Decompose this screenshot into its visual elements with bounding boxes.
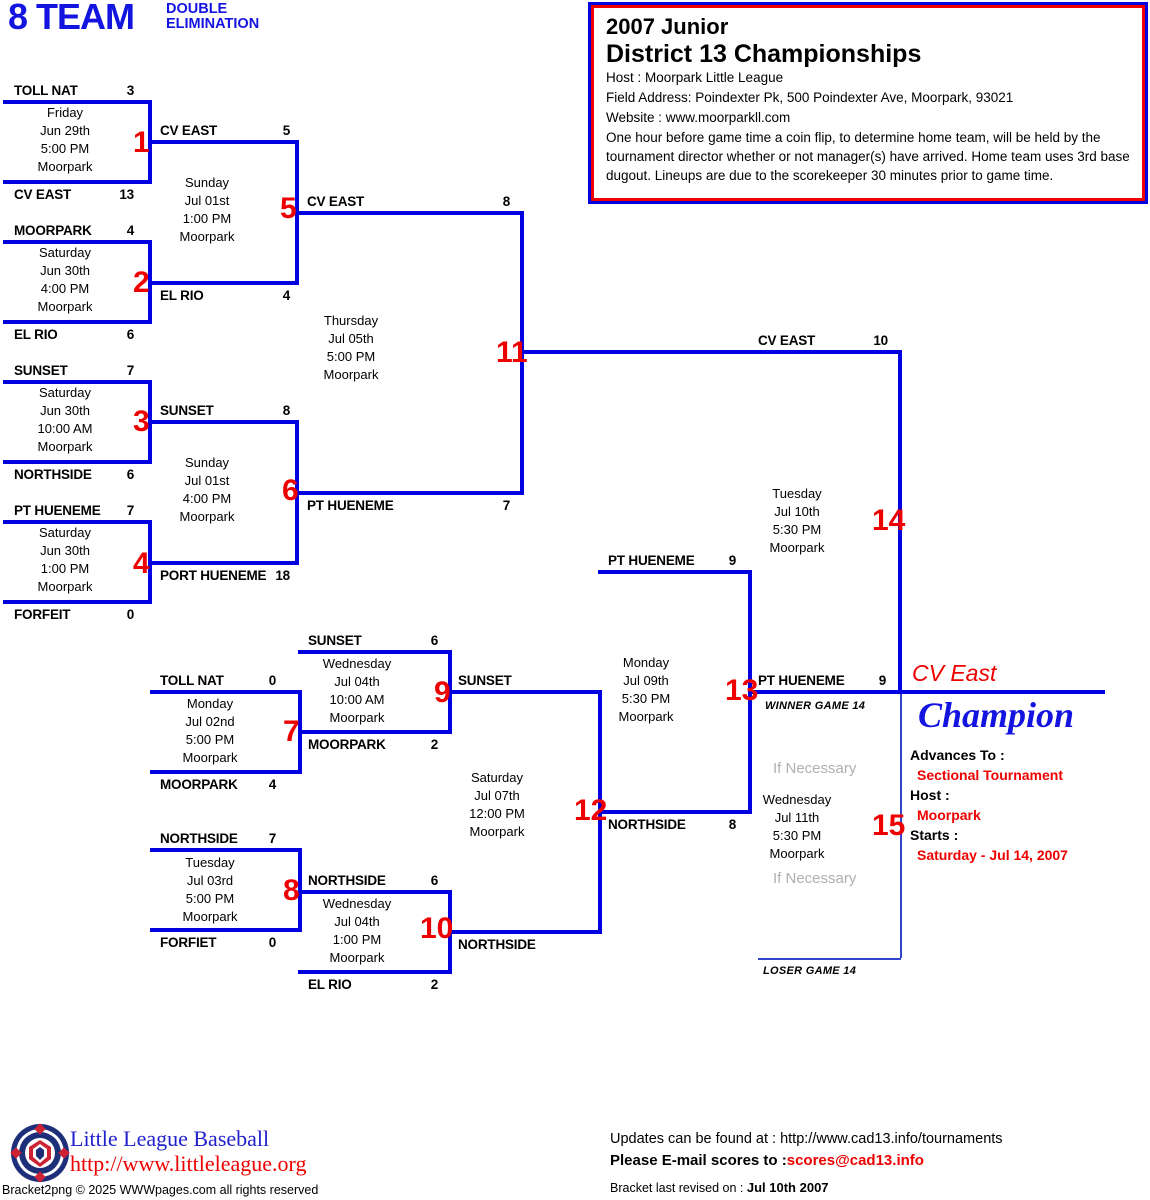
- team-name: PT HUENEME: [307, 498, 394, 513]
- game-date: Jun 30th: [40, 263, 90, 278]
- team-score: 0: [268, 935, 276, 950]
- game-number: 2: [133, 266, 150, 299]
- team-name: CV EAST: [14, 187, 72, 202]
- game-day: Monday: [622, 655, 670, 670]
- game-location: Moorpark: [37, 159, 93, 174]
- team-name: NORTHSIDE: [160, 831, 238, 846]
- game9-info: [302, 655, 412, 727]
- slot-g8-team2: [160, 935, 276, 951]
- game-time: 5:00 PM: [326, 349, 376, 364]
- bracket-line: [3, 320, 152, 324]
- team-name: NORTHSIDE: [608, 817, 686, 832]
- game-number: 15: [872, 809, 906, 842]
- game12-info: [441, 769, 553, 841]
- team-name: EL RIO: [160, 288, 204, 303]
- slot-g2-team2: [14, 327, 134, 343]
- team-score: 5: [282, 123, 290, 138]
- slot-g13-team2: [608, 817, 736, 833]
- loser-game14-label: LOSER GAME 14: [763, 965, 857, 977]
- info-title-year: 2007 Junior: [606, 14, 729, 39]
- email-line: [610, 1152, 924, 1169]
- game-time: 1:00 PM: [332, 932, 382, 947]
- page-title: 8 TEAM: [8, 0, 135, 37]
- game-date: Jul 02nd: [185, 714, 235, 729]
- team-name: NORTHSIDE: [458, 937, 536, 952]
- subtitle-line-1: DOUBLE: [166, 1, 228, 17]
- host-value: Moorpark: [917, 807, 981, 823]
- slot-g9-team2: [308, 737, 438, 753]
- team-score: 18: [275, 568, 290, 583]
- game-location: Moorpark: [37, 299, 93, 314]
- slot-g13-team1: [608, 553, 736, 569]
- team-name: SUNSET: [308, 633, 362, 648]
- team-score: 8: [282, 403, 290, 418]
- game-time: 5:00 PM: [185, 891, 235, 906]
- team-name: CV EAST: [307, 194, 365, 209]
- game-time: 10:00 AM: [37, 421, 93, 436]
- game-time: 4:00 PM: [182, 491, 232, 506]
- team-name: NORTHSIDE: [308, 873, 386, 888]
- tournament-info-inner: [591, 5, 1145, 201]
- game13-info: [590, 654, 702, 726]
- revised-label: Bracket last revised on :: [610, 1181, 747, 1195]
- info-field-address: Field Address: Poindexter Pk, 500 Poindexter Ave, Moorpark, 93021: [606, 90, 1014, 105]
- team-name: PT HUENEME: [758, 673, 845, 688]
- page-subtitle: [166, 2, 259, 32]
- game-time: 4:00 PM: [40, 281, 90, 296]
- team-score: 8: [728, 817, 736, 832]
- game-date: Jul 07th: [474, 788, 520, 803]
- bracket-line: [150, 848, 302, 852]
- slot-g4-team1: [14, 503, 134, 519]
- bracket-line: [298, 890, 452, 894]
- game-date: Jul 04th: [334, 674, 380, 689]
- bracket-line: [148, 140, 299, 144]
- info-note: One hour before game time a coin flip, to determine home team, will be held by the tournament director whether or not manager(s) have arrived. Home team uses 3rd base dugout. Lineups are due to the scorekeeper 30 minutes prior to game time.: [606, 130, 1130, 183]
- game2-info: [15, 244, 115, 316]
- slot-g1-team2: [14, 187, 134, 203]
- slot-g11-team1: [307, 194, 510, 210]
- team-name: PT HUENEME: [14, 503, 101, 518]
- team-name: MOORPARK: [160, 777, 238, 792]
- team-name: SUNSET: [160, 403, 214, 418]
- game-location: Moorpark: [769, 846, 825, 861]
- team-score: 7: [126, 363, 134, 378]
- little-league-name: Little League Baseball: [70, 1126, 270, 1151]
- champion-team: CV East: [912, 660, 997, 686]
- game-location: Moorpark: [769, 540, 825, 555]
- game-date: Jul 01st: [184, 473, 230, 488]
- game-number: 10: [420, 912, 454, 945]
- game7-info: [155, 695, 265, 767]
- tournament-info-box: [588, 2, 1148, 204]
- game-location: Moorpark: [37, 579, 93, 594]
- slot-g12-team1: [458, 673, 578, 689]
- team-score: 8: [502, 194, 510, 209]
- game-date: Jun 30th: [40, 403, 90, 418]
- team-score: 9: [728, 553, 736, 568]
- slot-g14-team2: [758, 673, 886, 689]
- team-name: MOORPARK: [308, 737, 386, 752]
- team-name: CV EAST: [758, 333, 816, 348]
- game-time: 10:00 AM: [329, 692, 385, 707]
- bracket-line: [598, 810, 752, 814]
- info-title-district: District 13 Championships: [606, 40, 922, 68]
- game1-info: [15, 104, 115, 176]
- bracket-line: [3, 180, 152, 184]
- winner-game14-label: WINNER GAME 14: [765, 700, 866, 712]
- team-score: 4: [268, 777, 276, 792]
- info-website: Website : www.moorparkll.com: [606, 110, 791, 125]
- game-time: 5:30 PM: [621, 691, 671, 706]
- game-day: Sunday: [184, 455, 230, 470]
- game-number: 1: [133, 126, 150, 159]
- if-necessary-label: If Necessary: [773, 760, 857, 777]
- champion-label: Champion: [918, 695, 1075, 735]
- game-date: Jul 01st: [184, 193, 230, 208]
- game6-info: [152, 454, 262, 526]
- game5-info: [152, 174, 262, 246]
- advances-to-label: Advances To :: [910, 747, 1005, 763]
- team-name: EL RIO: [308, 977, 352, 992]
- updates-text[interactable]: Updates can be found at : http://www.cad13.info/tournaments: [610, 1131, 1003, 1147]
- game-location: Moorpark: [329, 710, 385, 725]
- team-score: 4: [126, 223, 134, 238]
- game-date: Jun 30th: [40, 543, 90, 558]
- game-day: Friday: [46, 105, 84, 120]
- game-location: Moorpark: [37, 439, 93, 454]
- bracket-line: [520, 350, 902, 354]
- team-name: SUNSET: [458, 673, 512, 688]
- game-location: Moorpark: [323, 367, 379, 382]
- game-day: Thursday: [323, 313, 379, 328]
- team-name: MOORPARK: [14, 223, 92, 238]
- team-score: 7: [268, 831, 276, 846]
- slot-g9-team1: [308, 633, 438, 649]
- game-time: 5:00 PM: [185, 732, 235, 747]
- slot-g10-team1: [308, 873, 438, 889]
- slot-g7-team1: [160, 673, 276, 689]
- bracket-line: [150, 928, 302, 932]
- revised-date: Jul 10th 2007: [746, 1180, 829, 1195]
- team-score: 2: [430, 977, 438, 992]
- game-location: Moorpark: [182, 909, 238, 924]
- team-name: FORFEIT: [14, 607, 71, 622]
- game-number: 9: [434, 676, 451, 709]
- game-day: Saturday: [38, 385, 92, 400]
- slot-g2-team1: [14, 223, 134, 239]
- slot-g11-team2: [307, 498, 510, 514]
- game-day: Saturday: [470, 770, 524, 785]
- if-necessary-label: If Necessary: [773, 870, 857, 887]
- slot-g1-team1: [14, 83, 134, 99]
- slot-g6-team2: [160, 568, 290, 584]
- team-score: 2: [430, 737, 438, 752]
- bracket-line: [298, 650, 452, 654]
- game-number: 5: [280, 192, 297, 225]
- slot-g5-team1: [160, 123, 290, 139]
- game-number: 11: [496, 336, 528, 369]
- game-date: Jul 11th: [774, 810, 820, 825]
- bracket-line: [298, 730, 452, 734]
- game3-info: [15, 384, 115, 456]
- info-host: Host : Moorpark Little League: [606, 70, 784, 85]
- game-location: Moorpark: [182, 750, 238, 765]
- team-score: 4: [282, 288, 290, 303]
- team-score: 7: [502, 498, 510, 513]
- slot-g3-team1: [14, 363, 134, 379]
- game-location: Moorpark: [329, 950, 385, 965]
- team-score: 6: [126, 327, 134, 342]
- team-score: 13: [119, 187, 134, 202]
- bracket-line: [3, 460, 152, 464]
- team-name: TOLL NAT: [14, 83, 78, 98]
- advances-block: [910, 745, 1068, 865]
- slot-g5-team2: [160, 288, 290, 304]
- team-score: 0: [126, 607, 134, 622]
- game-time: 1:00 PM: [182, 211, 232, 226]
- game-time: 5:30 PM: [772, 522, 822, 537]
- team-score: 6: [430, 633, 438, 648]
- game11-info: [296, 312, 406, 384]
- game15-line: [758, 958, 901, 960]
- team-score: 10: [873, 333, 888, 348]
- team-score: 9: [878, 673, 886, 688]
- team-name: PT HUENEME: [608, 553, 695, 568]
- starts-label: Starts :: [910, 827, 959, 843]
- game-day: Wednesday: [322, 656, 392, 671]
- game-date: Jul 03rd: [186, 873, 234, 888]
- game10-info: [302, 895, 412, 967]
- bracket-line: [148, 561, 299, 565]
- game-day: Wednesday: [322, 896, 392, 911]
- game-number: 12: [574, 794, 608, 827]
- bracket-line: [448, 690, 602, 694]
- slot-g4-team2: [14, 607, 134, 623]
- game-number: 4: [133, 547, 150, 580]
- game-location: Moorpark: [618, 709, 674, 724]
- game-date: Jun 29th: [40, 123, 90, 138]
- team-name: EL RIO: [14, 327, 58, 342]
- team-name: TOLL NAT: [160, 673, 224, 688]
- bracket-line: [150, 690, 302, 694]
- bracket-line: [150, 770, 302, 774]
- team-name: FORFIET: [160, 935, 217, 950]
- host-label: Host :: [910, 787, 950, 803]
- revised-line: [610, 1180, 829, 1195]
- email-label: Please E-mail scores to :: [610, 1152, 787, 1169]
- game-day: Tuesday: [185, 855, 235, 870]
- slot-g12-team2: [458, 937, 578, 953]
- little-league-url[interactable]: http://www.littleleague.org: [70, 1151, 307, 1176]
- little-league-logo: [10, 1123, 70, 1183]
- game-day: Saturday: [38, 245, 92, 260]
- team-name: CV EAST: [160, 123, 218, 138]
- game-number: 3: [133, 405, 150, 438]
- email-address[interactable]: scores@cad13.info: [786, 1152, 924, 1169]
- bracket-line: [148, 420, 299, 424]
- game4-info: [15, 524, 115, 596]
- slot-g10-team2: [308, 977, 438, 993]
- bracket-line: [295, 211, 524, 215]
- game-location: Moorpark: [469, 824, 525, 839]
- game14-info: [742, 485, 852, 557]
- bracket-line: [448, 930, 602, 934]
- game-time: 5:00 PM: [40, 141, 90, 156]
- team-name: SUNSET: [14, 363, 68, 378]
- game-day: Wednesday: [762, 792, 832, 807]
- game-date: Jul 05th: [328, 331, 374, 346]
- team-name: PORT HUENEME: [160, 568, 267, 583]
- game-number: 13: [725, 674, 759, 707]
- bracket-line: [148, 281, 299, 285]
- team-score: 6: [126, 467, 134, 482]
- game-number: 7: [283, 715, 300, 748]
- game-date: Jul 09th: [623, 673, 669, 688]
- bracket-line: [748, 690, 902, 694]
- game-time: 1:00 PM: [40, 561, 90, 576]
- bracket-line: [3, 600, 152, 604]
- slot-g6-team1: [160, 403, 290, 419]
- bracket-line: [295, 491, 524, 495]
- game-number: 6: [282, 474, 299, 507]
- game-day: Sunday: [184, 175, 230, 190]
- starts-value: Saturday - Jul 14, 2007: [917, 847, 1068, 863]
- copyright-text: Bracket2png © 2025 WWWpages.com all rights reserved: [2, 1183, 319, 1197]
- game-date: Jul 10th: [774, 504, 820, 519]
- subtitle-line-2: ELIMINATION: [166, 16, 260, 32]
- game-day: Saturday: [38, 525, 92, 540]
- team-name: NORTHSIDE: [14, 467, 92, 482]
- bracket-line: [598, 570, 752, 574]
- game-location: Moorpark: [179, 229, 235, 244]
- game8-info: [155, 854, 265, 926]
- game-day: Tuesday: [772, 486, 822, 501]
- game-day: Monday: [186, 696, 234, 711]
- team-score: 0: [268, 673, 276, 688]
- game15-info: [742, 791, 852, 863]
- slot-g7-team2: [160, 777, 276, 793]
- game-time: 5:30 PM: [772, 828, 822, 843]
- slot-g8-team1: [160, 831, 276, 847]
- slot-g3-team2: [14, 467, 134, 483]
- game-number: 8: [283, 874, 300, 907]
- game-number: 14: [872, 504, 906, 537]
- game-location: Moorpark: [179, 509, 235, 524]
- game-time: 12:00 PM: [469, 806, 525, 821]
- team-score: 3: [126, 83, 134, 98]
- game-date: Jul 04th: [334, 914, 380, 929]
- team-score: 7: [126, 503, 134, 518]
- team-score: 6: [430, 873, 438, 888]
- advances-tournament: Sectional Tournament: [917, 767, 1063, 783]
- slot-g14-team1: [758, 333, 888, 349]
- bracket-line: [298, 970, 452, 974]
